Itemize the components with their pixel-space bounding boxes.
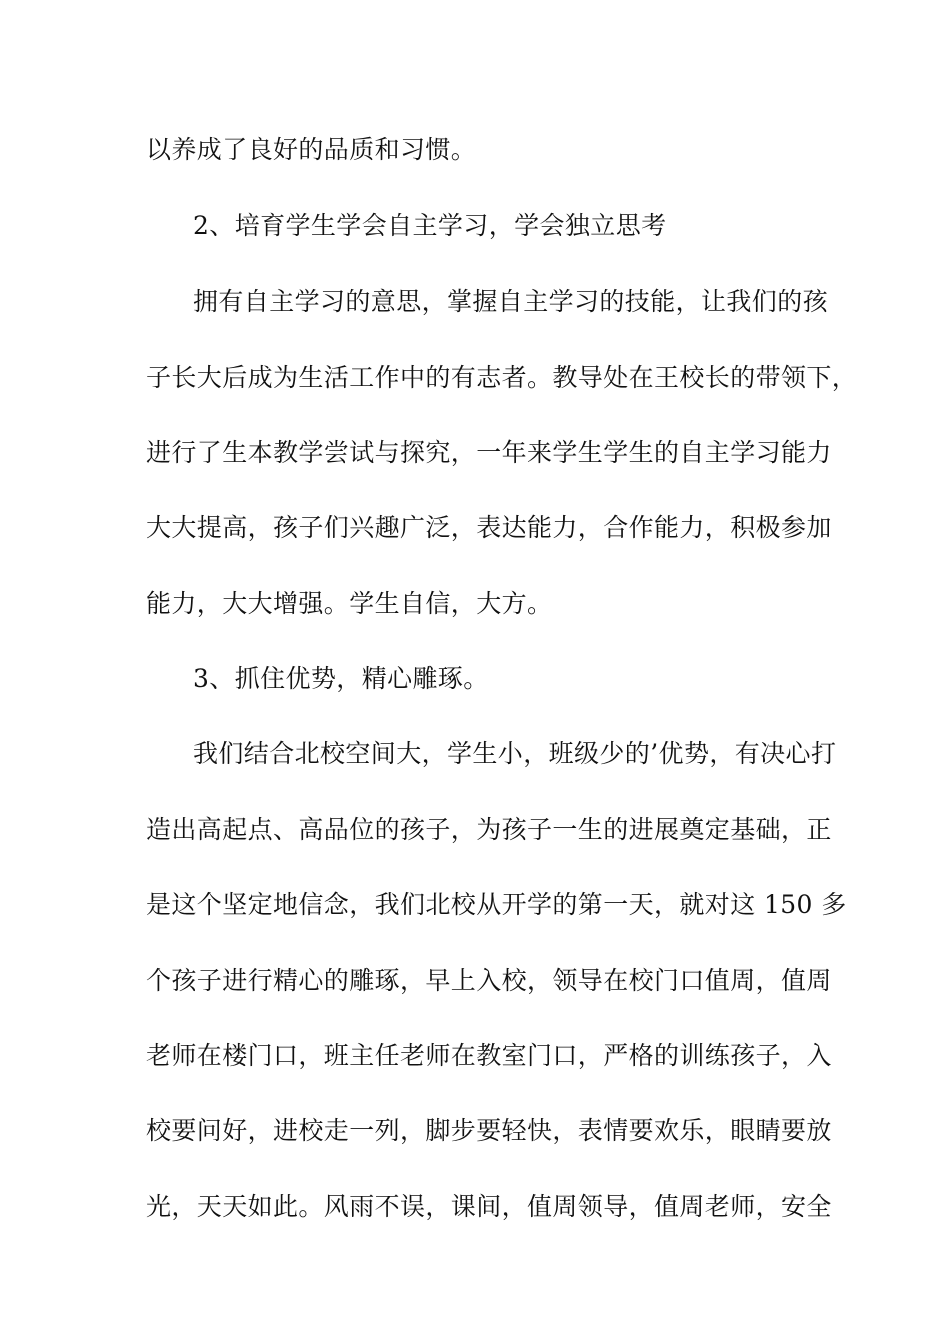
paragraph-line: 造出高起点、高品位的孩子，为孩子一生的进展奠定基础，正 bbox=[146, 815, 832, 844]
section-heading-2: 2、培育学生学会自主学习，学会独立思考 bbox=[193, 211, 667, 240]
paragraph-line: 大大提高，孩子们兴趣广泛，表达能力，合作能力，积极参加 bbox=[146, 513, 832, 542]
paragraph-line: 进行了生本教学尝试与探究，一年来学生学生的自主学习能力 bbox=[146, 438, 832, 467]
paragraph-line: 校要问好，进校走一列，脚步要轻快，表情要欢乐，眼睛要放 bbox=[146, 1116, 832, 1145]
paragraph-line: 光，天天如此。风雨不误，课间，值周领导，值周老师，安全 bbox=[146, 1192, 832, 1221]
paragraph-line: 是这个坚定地信念，我们北校从开学的第一天，就对这 150 多 bbox=[146, 890, 847, 919]
section-heading-3: 3、抓住优势，精心雕琢。 bbox=[193, 664, 489, 693]
paragraph-line: 老师在楼门口，班主任老师在教室门口，严格的训练孩子，入 bbox=[146, 1041, 832, 1070]
paragraph-line: 子长大后成为生活工作中的有志者。教导处在王校长的带领下， bbox=[146, 363, 858, 392]
paragraph-line: 能力，大大增强。学生自信，大方。 bbox=[146, 589, 553, 618]
paragraph-line: 拥有自主学习的意思，掌握自主学习的技能，让我们的孩 bbox=[193, 287, 829, 316]
paragraph-line: 我们结合北校空间大，学生小，班级少的’优势，有决心打 bbox=[193, 739, 837, 768]
paragraph-line: 以养成了良好的品质和习惯。 bbox=[146, 135, 477, 164]
paragraph-line: 个孩子进行精心的雕琢，早上入校，领导在校门口值周，值周 bbox=[146, 966, 832, 995]
